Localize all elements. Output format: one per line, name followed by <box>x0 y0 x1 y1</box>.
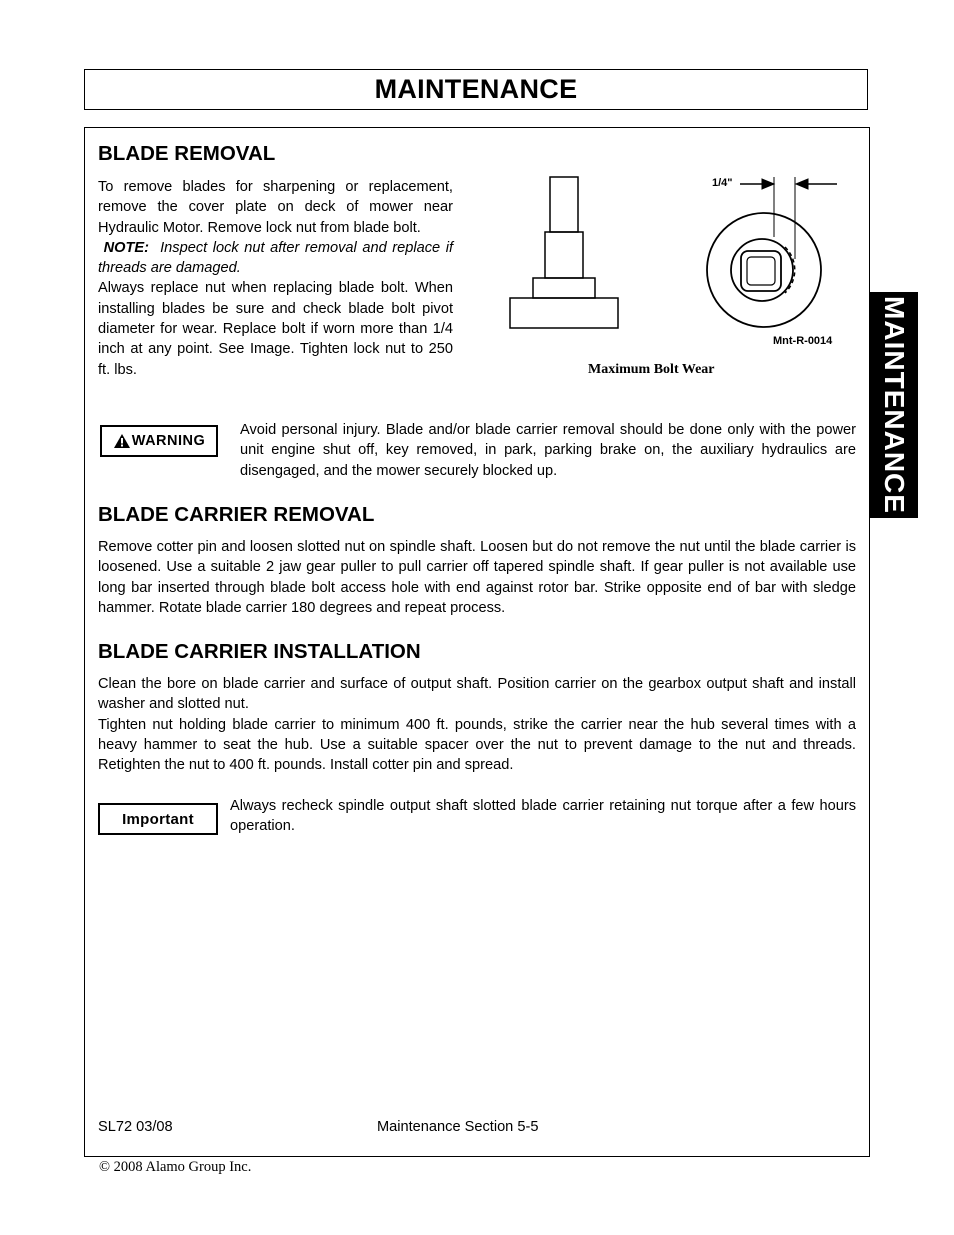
important-text: Always recheck spindle output shaft slotted blade carrier retaining nut torque after a few hours operation. <box>230 798 856 835</box>
carrier-installation-heading: BLADE CARRIER INSTALLATION <box>98 640 421 663</box>
dimension-label: 1/4" <box>712 177 733 189</box>
warning-triangle-icon <box>113 433 131 449</box>
footer-copyright: © 2008 Alamo Group Inc. <box>99 1159 252 1175</box>
bolt-side-view <box>510 177 618 328</box>
warning-badge <box>100 425 218 457</box>
section-side-tab <box>869 292 918 518</box>
footer-model: SL72 03/08 <box>98 1119 173 1135</box>
blade-removal-p1: To remove blades for sharpening or replacement, remove the cover plate on deck of mower near Hydraulic Motor. Remove lock nut from blade bolt. <box>98 179 453 236</box>
bolt-top-view <box>707 177 821 327</box>
blade-removal-heading: BLADE REMOVAL <box>98 142 276 165</box>
important-badge-label: Important <box>122 810 194 828</box>
carrier-removal-text: Remove cotter pin and loosen slotted nut on spindle shaft. Loosen but do not remove the nut until the blade carrier is loosened. Use a suitable 2 jaw gear puller to pull carrier off tapered spindle shaft. If gear puller is not available use long bar inserted through blade bolt access hole with end against rotor bar. Strike opposite end of bar with sledge hammer. Rotate blade carrier 180 degrees and repeat process. <box>98 539 856 616</box>
figure-id: Mnt-R-0014 <box>773 335 833 347</box>
warning-badge-label: WARNING <box>131 433 206 449</box>
carrier-installation-p2: Tighten nut holding blade carrier to minimum 400 ft. pounds, strike the carrier near the hub several times with a heavy hammer to seat the hub. Use a suitable spacer over the nut to prevent damage to the nut and threads. Retighten the nut to 400 ft. pounds. Install cotter pin and spread. <box>98 716 856 774</box>
blade-removal-text <box>98 177 453 380</box>
side-tab-label: MAINTENANCE <box>878 296 910 514</box>
important-badge <box>98 803 218 835</box>
page-title: MAINTENANCE <box>374 74 578 104</box>
header-box <box>84 69 868 110</box>
carrier-installation-text <box>98 674 856 775</box>
warning-text: Avoid personal injury. Blade and/or blade carrier removal should be done only with the power unit engine shut off, key removed, in park, parking brake on, the auxiliary hydraulics are disengaged, and the mower securely blocked up. <box>240 422 856 479</box>
carrier-installation-p1: Clean the bore on blade carrier and surface of output shaft. Position carrier on the gearbox output shaft and install washer and slotted nut. <box>98 676 856 713</box>
note-text: Inspect lock nut after removal and replace if threads are damaged. <box>98 239 454 277</box>
dimension-arrows <box>740 179 837 189</box>
figure-caption: Maximum Bolt Wear <box>588 362 715 377</box>
footer-section: Maintenance Section 5-5 <box>377 1119 539 1135</box>
carrier-removal-heading: BLADE CARRIER REMOVAL <box>98 503 375 526</box>
bolt-wear-figure <box>500 165 860 355</box>
blade-removal-p2: Always replace nut when replacing blade bolt. When installing blades be sure and check blade bolt pivot diameter for wear. Replace bolt if worn more than 1/4 inch at any point. See Image. Tighten lock nut to 250 ft. lbs. <box>98 280 453 378</box>
note-label: NOTE: <box>103 239 149 256</box>
